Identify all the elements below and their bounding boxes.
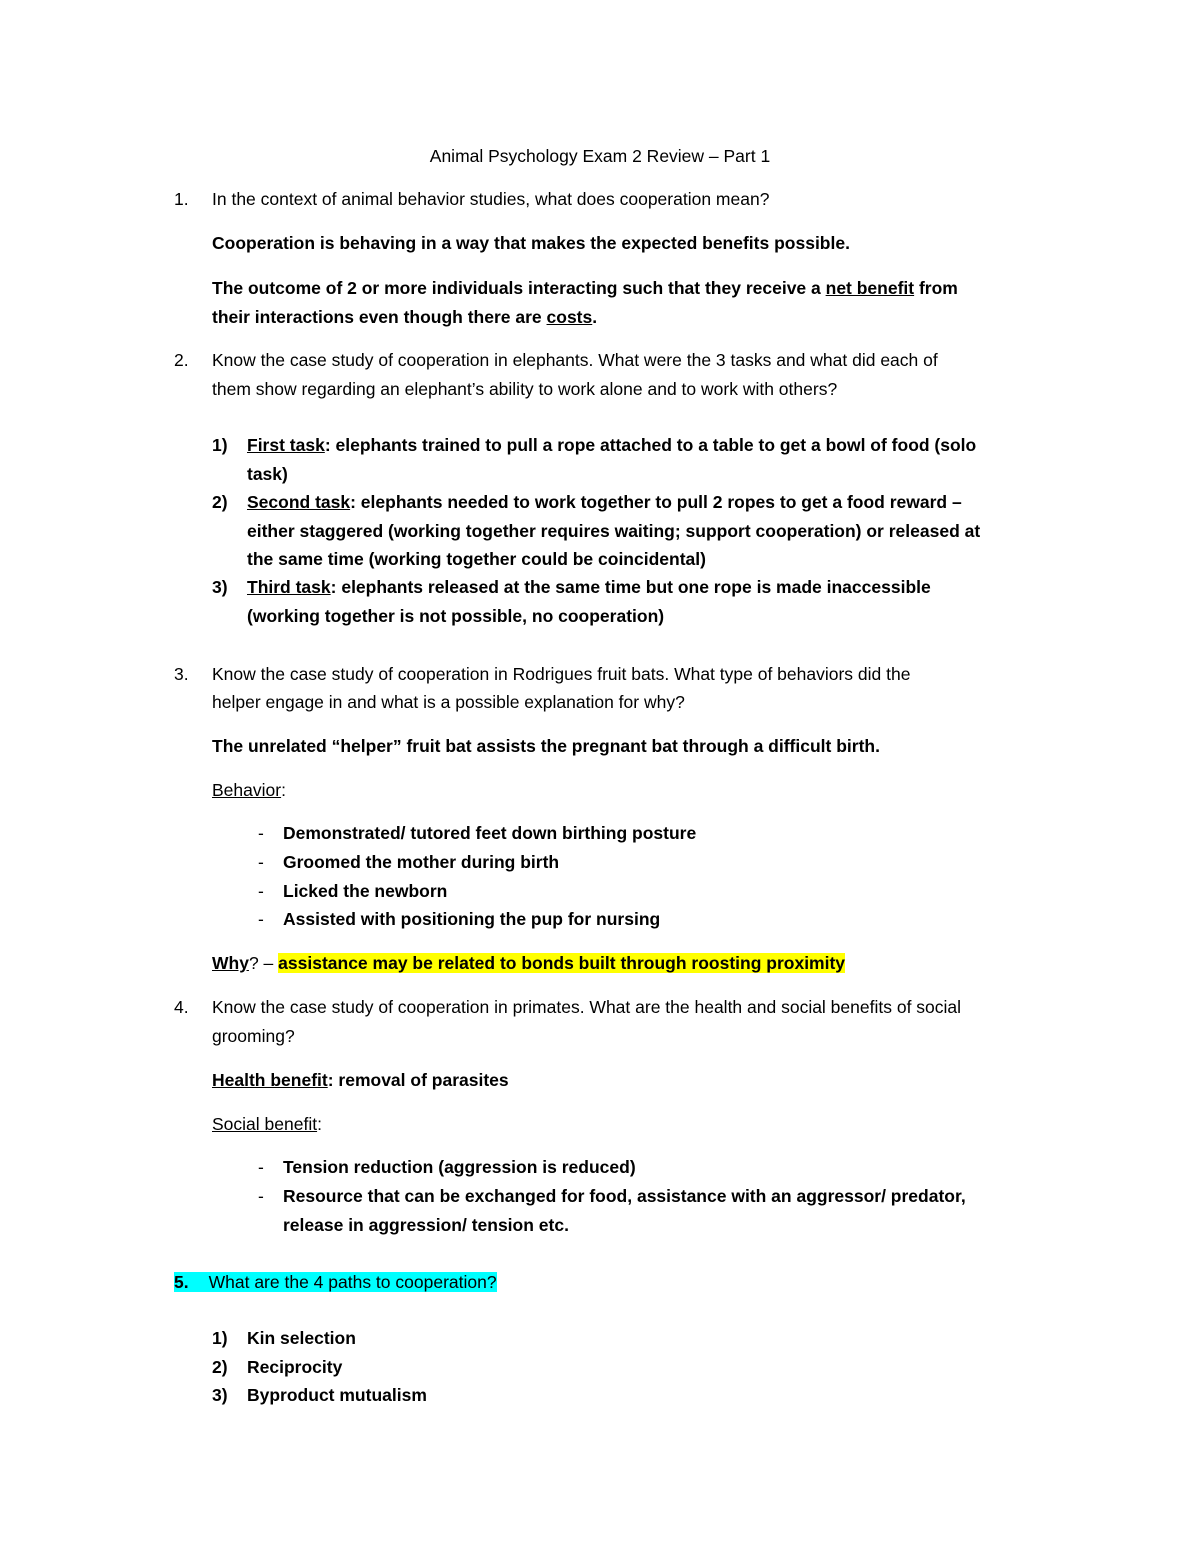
page-title: Animal Psychology Exam 2 Review – Part 1 bbox=[429, 146, 771, 166]
q4-question-line-1: Know the case study of cooperation in primates. What are the health and social benefits of social bbox=[212, 997, 962, 1017]
q2-item-2-line-2: either staggered (working together requires waiting; support cooperation) or released at bbox=[247, 521, 981, 541]
bullet-dash: - bbox=[258, 909, 264, 929]
behavior-label: Behavior bbox=[212, 780, 282, 800]
social-item-2-line-1: Resource that can be exchanged for food, assistance with an aggressor/ predator, bbox=[283, 1186, 966, 1206]
q5-item-2: Reciprocity bbox=[247, 1357, 343, 1377]
q3-answer: The unrelated “helper” fruit bat assists the pregnant bat through a difficult birth. bbox=[212, 736, 880, 756]
q2-number: 2. bbox=[174, 350, 189, 370]
q2-question-line-1: Know the case study of cooperation in elephants. What were the 3 tasks and what did each of bbox=[212, 350, 938, 370]
bullet-dash: - bbox=[258, 1157, 264, 1177]
social-benefit-label: Social benefit bbox=[212, 1114, 318, 1134]
q2-item-2-line-3: the same time (working together could be coincidental) bbox=[247, 549, 706, 569]
bullet-dash: - bbox=[258, 1186, 264, 1206]
q2-item-2-line-1 bbox=[247, 488, 962, 517]
q4-number: 4. bbox=[174, 997, 189, 1017]
q5-highlight bbox=[174, 1272, 497, 1292]
q5-item-1: Kin selection bbox=[247, 1328, 356, 1348]
why-separator: ? – bbox=[248, 953, 279, 973]
q2-item-1-line-2: task) bbox=[247, 464, 288, 484]
third-task-text: : elephants released at the same time but one rope is made inaccessible bbox=[330, 577, 931, 597]
second-task-label: Second task bbox=[247, 492, 351, 512]
third-task-label: Third task bbox=[247, 577, 331, 597]
q3-number: 3. bbox=[174, 664, 189, 684]
q5-question: What are the 4 paths to cooperation? bbox=[208, 1272, 497, 1292]
net-benefit-term: net benefit bbox=[825, 278, 915, 298]
q1-answer-2-line-2 bbox=[212, 303, 597, 332]
q3-question-line-2: helper engage in and what is a possible explanation for why? bbox=[212, 692, 685, 712]
q2-item-3-line-1 bbox=[247, 573, 931, 602]
q2-item-2-number: 2) bbox=[212, 492, 228, 512]
q2-item-1-number: 1) bbox=[212, 435, 228, 455]
why-line bbox=[212, 949, 845, 978]
q1-answer-2-line-1 bbox=[212, 274, 958, 303]
q5-item-1-number: 1) bbox=[212, 1328, 228, 1348]
first-task-text: : elephants trained to pull a rope attached to a table to get a bowl of food (solo bbox=[324, 435, 977, 455]
q5-item-3-number: 3) bbox=[212, 1385, 228, 1405]
health-benefit-label: Health benefit bbox=[212, 1070, 328, 1090]
social-benefit-heading bbox=[212, 1110, 322, 1139]
social-benefit-colon: : bbox=[317, 1114, 322, 1134]
q2-item-3-line-2: (working together is not possible, no cooperation) bbox=[247, 606, 665, 626]
health-benefit-text: : removal of parasites bbox=[327, 1070, 509, 1090]
q1-answer-2-text: The outcome of 2 or more individuals interacting such that they receive a bbox=[212, 278, 826, 298]
behavior-item-4: Assisted with positioning the pup for nursing bbox=[283, 909, 661, 929]
bullet-dash: - bbox=[258, 881, 264, 901]
bullet-dash: - bbox=[258, 823, 264, 843]
costs-term: costs bbox=[546, 307, 593, 327]
q1-answer-2-text-2: their interactions even though there are bbox=[212, 307, 547, 327]
q2-item-1-line-1 bbox=[247, 431, 976, 460]
q1-question: In the context of animal behavior studies, what does cooperation mean? bbox=[212, 189, 770, 209]
social-item-2-line-2: release in aggression/ tension etc. bbox=[283, 1215, 569, 1235]
q1-answer-1: Cooperation is behaving in a way that makes the expected benefits possible. bbox=[212, 233, 850, 253]
behavior-heading bbox=[212, 776, 286, 805]
q5-question-highlighted bbox=[174, 1268, 497, 1297]
q3-question-line-1: Know the case study of cooperation in Rodrigues fruit bats. What type of behaviors did the bbox=[212, 664, 911, 684]
q5-item-3: Byproduct mutualism bbox=[247, 1385, 427, 1405]
q1-answer-2-period: . bbox=[592, 307, 598, 327]
behavior-item-2: Groomed the mother during birth bbox=[283, 852, 560, 872]
q1-answer-2-tail: from bbox=[914, 278, 958, 298]
q2-item-3-number: 3) bbox=[212, 577, 228, 597]
behavior-item-1: Demonstrated/ tutored feet down birthing posture bbox=[283, 823, 697, 843]
health-benefit-line bbox=[212, 1066, 509, 1095]
social-item-1: Tension reduction (aggression is reduced) bbox=[283, 1157, 636, 1177]
bullet-dash: - bbox=[258, 852, 264, 872]
q5-item-2-number: 2) bbox=[212, 1357, 228, 1377]
second-task-text: : elephants needed to work together to pull 2 ropes to get a food reward – bbox=[350, 492, 962, 512]
q1-number: 1. bbox=[174, 189, 189, 209]
why-label: Why bbox=[212, 953, 249, 973]
behavior-item-3: Licked the newborn bbox=[283, 881, 448, 901]
first-task-label: First task bbox=[247, 435, 325, 455]
q5-number: 5. bbox=[174, 1272, 189, 1292]
q2-question-line-2: them show regarding an elephant’s ability to work alone and to work with others? bbox=[212, 379, 838, 399]
behavior-colon: : bbox=[281, 780, 286, 800]
q4-question-line-2: grooming? bbox=[212, 1026, 295, 1046]
why-answer-highlighted: assistance may be related to bonds built through roosting proximity bbox=[278, 953, 846, 973]
